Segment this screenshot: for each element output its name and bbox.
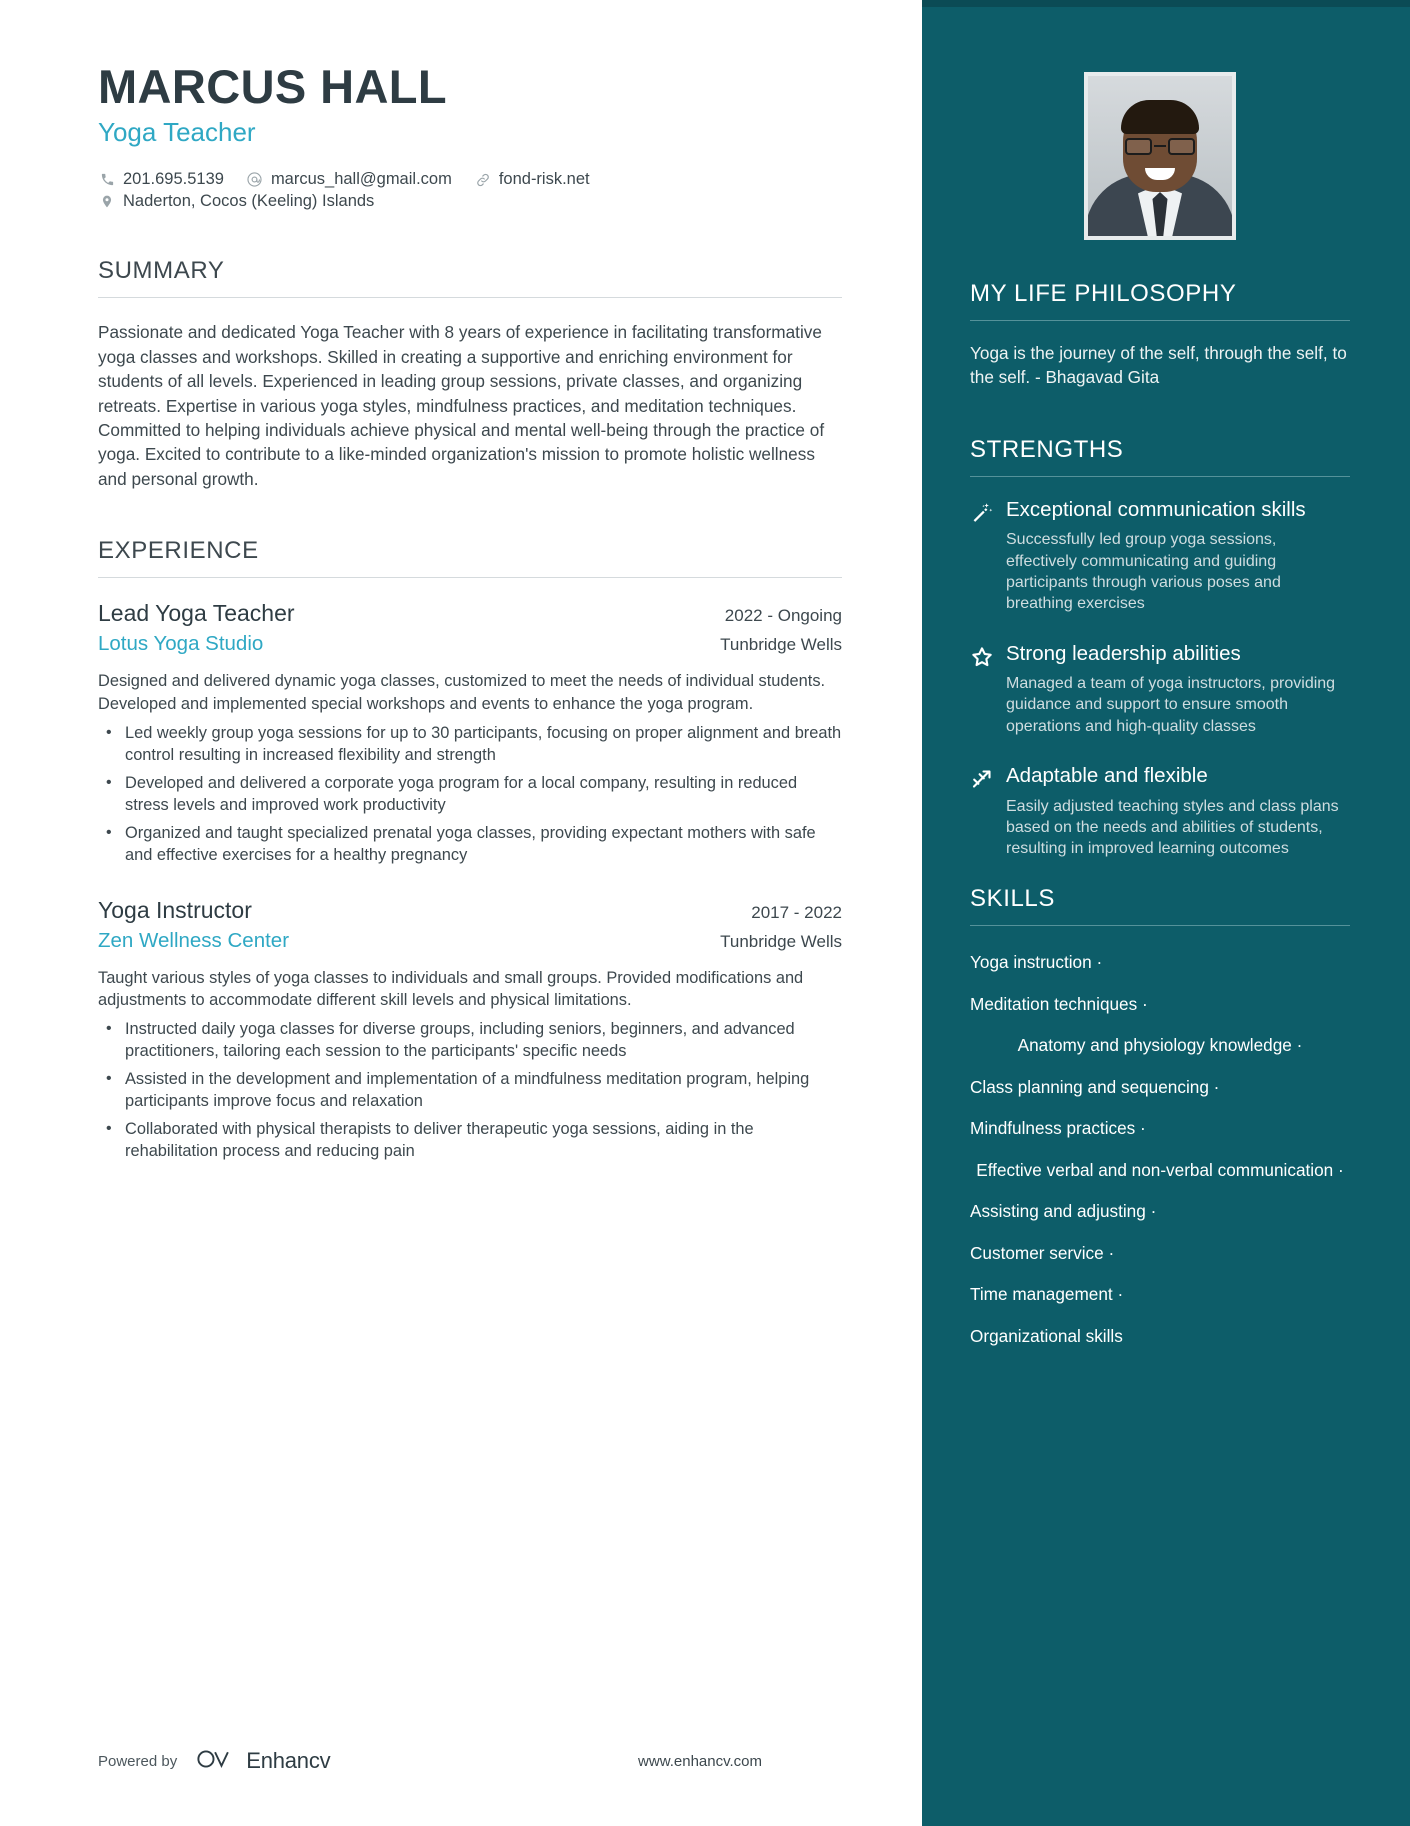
summary-body: Passionate and dedicated Yoga Teacher with 8 years of experience in facilitating transformative yoga classes and workshops. Skilled in creating a supportive and enriching environment for students of all levels. Experienced in leading group sessions, private classes, and organizing retreats. Expertise in various yoga styles, mindfulness practices, and meditation techniques. Committed to helping individuals achieve physical and mental well-being through the practice of yoga. Excited to contribute to a like-minded organization's mission to promote holistic wellness and personal growth. xyxy=(98,322,825,489)
skill-separator: · xyxy=(1296,1035,1303,1056)
skill-separator: · xyxy=(1338,1159,1344,1180)
list-item: • Assisted in the development and implementation of a mindfulness meditation program, helping participants improve focus and relaxation xyxy=(98,1069,842,1113)
experience-item-header xyxy=(98,897,842,924)
skill-label: Customer service xyxy=(970,1242,1104,1263)
skill-separator: · xyxy=(1213,1076,1220,1097)
job-description: Taught various styles of yoga classes to individuals and small groups. Provided modifications and adjustments to accommodate different skill levels and physical limitations. xyxy=(98,968,804,1010)
powered-by-block xyxy=(98,1748,330,1774)
strengths-divider xyxy=(970,476,1350,477)
skill-item xyxy=(970,1284,1350,1306)
job-role-subtitle: Yoga Teacher xyxy=(98,117,256,148)
contact-email-text: marcus_hall@gmail.com xyxy=(270,170,452,189)
job-dates: 2017 - 2022 xyxy=(751,902,842,922)
skill-item xyxy=(970,1118,1350,1140)
experience-divider xyxy=(98,577,842,578)
strength-body xyxy=(1006,763,1350,859)
job-location: Tunbridge Wells xyxy=(720,931,842,951)
page-title: MARCUS HALL xyxy=(98,60,448,113)
skill-label: Anatomy and physiology knowledge xyxy=(1017,1035,1292,1056)
experience-item xyxy=(98,897,842,1164)
experience-item xyxy=(98,600,842,867)
contact-website[interactable] xyxy=(474,170,590,189)
avatar-glasses xyxy=(1125,138,1195,155)
strength-item xyxy=(970,497,1350,615)
skills-heading: SKILLS xyxy=(970,885,1055,913)
skill-label: Effective verbal and non-verbal communication xyxy=(976,1159,1334,1180)
philosophy-section xyxy=(970,280,1350,390)
contact-website-text: fond-risk.net xyxy=(498,170,590,189)
strength-description: Successfully led group yoga sessions, effectively communicating and guiding participants through various poses and breathing exercises xyxy=(1006,531,1281,613)
summary-section xyxy=(98,257,842,491)
arrow-growth-icon xyxy=(970,763,1006,859)
job-location: Tunbridge Wells xyxy=(720,635,842,655)
skill-label: Mindfulness practices xyxy=(970,1118,1136,1139)
experience-heading: EXPERIENCE xyxy=(98,537,259,565)
skill-label: Assisting and adjusting xyxy=(970,1201,1146,1222)
skill-separator: · xyxy=(1108,1242,1115,1263)
contact-row-location xyxy=(98,192,842,211)
strength-body xyxy=(1006,641,1350,737)
contact-row-primary xyxy=(98,170,842,189)
location-pin-icon xyxy=(98,193,116,211)
summary-divider xyxy=(98,297,842,298)
skill-separator: · xyxy=(1142,993,1148,1014)
magic-wand-icon xyxy=(970,497,1006,615)
contact-email[interactable] xyxy=(246,170,452,189)
job-bullet-list xyxy=(98,723,842,867)
powered-by-label: Powered by xyxy=(98,1752,178,1770)
strength-title: Exceptional communication skills xyxy=(1006,497,1306,521)
skills-list xyxy=(970,952,1350,1347)
skill-separator: · xyxy=(1140,1118,1146,1139)
strength-body xyxy=(1006,497,1350,615)
skill-label: Organizational skills xyxy=(970,1325,1123,1346)
strength-item xyxy=(970,763,1350,859)
strength-item xyxy=(970,641,1350,737)
experience-item-subheader xyxy=(98,632,842,656)
infinity-icon xyxy=(195,1748,237,1774)
contact-phone[interactable] xyxy=(98,170,224,189)
skills-section xyxy=(970,885,1350,1347)
strengths-section xyxy=(970,436,1350,860)
job-company[interactable]: Lotus Yoga Studio xyxy=(98,632,264,656)
star-icon xyxy=(970,641,1006,737)
philosophy-divider xyxy=(970,320,1350,321)
list-item: • Instructed daily yoga classes for diverse groups, including seniors, beginners, and advanced practitioners, tailoring each session to the participants' specific needs xyxy=(98,1019,842,1063)
phone-icon xyxy=(98,171,116,189)
strength-title: Strong leadership abilities xyxy=(1006,641,1241,665)
job-bullet-list xyxy=(98,1019,842,1163)
job-dates: 2022 - Ongoing xyxy=(724,606,842,626)
job-title: Yoga Instructor xyxy=(98,896,252,923)
email-icon xyxy=(246,171,264,189)
list-item: • Led weekly group yoga sessions for up to 30 participants, focusing on proper alignment and breath control resulting in increased flexibility and strength xyxy=(98,723,842,767)
summary-heading: SUMMARY xyxy=(98,257,225,285)
contact-phone-text: 201.695.5139 xyxy=(123,170,224,189)
sidebar xyxy=(922,0,1410,1826)
enhancv-logo[interactable] xyxy=(195,1748,330,1774)
job-title: Lead Yoga Teacher xyxy=(98,600,295,627)
list-item: • Organized and taught specialized prenatal yoga classes, providing expectant mothers with safe and effective exercises for a healthy pregnancy xyxy=(98,823,842,867)
skill-item xyxy=(970,994,1350,1016)
avatar-container xyxy=(970,0,1350,280)
experience-item-subheader xyxy=(98,929,842,953)
skill-item xyxy=(970,1243,1350,1265)
skill-label: Meditation techniques xyxy=(970,993,1138,1014)
contact-location-text: Naderton, Cocos (Keeling) Islands xyxy=(123,192,375,211)
skill-separator: · xyxy=(1150,1201,1157,1222)
skill-separator: · xyxy=(1117,1284,1124,1305)
page-footer xyxy=(98,1748,880,1774)
skill-item xyxy=(970,1326,1350,1348)
skill-item xyxy=(970,1035,1350,1057)
footer-url[interactable]: www.enhancv.com xyxy=(638,1752,762,1770)
skill-item xyxy=(970,1077,1350,1099)
strength-description: Managed a team of yoga instructors, providing guidance and support to ensure smooth operations and high-quality classes xyxy=(1006,675,1336,735)
skill-label: Yoga instruction xyxy=(970,952,1092,973)
job-description: Designed and delivered dynamic yoga classes, customized to meet the needs of individual students. Developed and implemented special workshops and events to enhance the yoga program. xyxy=(98,672,826,713)
skill-separator: · xyxy=(1096,952,1103,973)
sidebar-top-accent-bar xyxy=(922,0,1410,7)
philosophy-heading: MY LIFE PHILOSOPHY xyxy=(970,280,1237,307)
strength-title: Adaptable and flexible xyxy=(1006,763,1208,787)
skill-label: Time management xyxy=(970,1284,1113,1305)
list-item: • Developed and delivered a corporate yoga program for a local company, resulting in reduced stress levels and improved work productivity xyxy=(98,773,842,817)
skill-item xyxy=(970,1160,1350,1182)
philosophy-text: Yoga is the journey of the self, through the self, to the self. - Bhagavad Gita xyxy=(970,343,1347,388)
experience-item-header xyxy=(98,600,842,627)
skill-item xyxy=(970,952,1350,974)
link-icon xyxy=(474,171,492,189)
avatar xyxy=(1084,72,1236,240)
enhancv-wordmark: Enhancv xyxy=(246,1748,331,1773)
skill-label: Class planning and sequencing xyxy=(970,1076,1209,1097)
strength-description: Easily adjusted teaching styles and class plans based on the needs and abilities of students, resulting in improved learning outcomes xyxy=(1006,797,1339,858)
avatar-hair xyxy=(1121,100,1199,134)
list-item: • Collaborated with physical therapists to deliver therapeutic yoga sessions, aiding in the rehabilitation process and reducing pain xyxy=(98,1119,842,1163)
skills-divider xyxy=(970,925,1350,926)
contact-location xyxy=(98,192,374,211)
job-company[interactable]: Zen Wellness Center xyxy=(98,928,290,952)
experience-section xyxy=(98,537,842,1163)
strengths-heading: STRENGTHS xyxy=(970,435,1124,463)
skill-item xyxy=(970,1201,1350,1223)
